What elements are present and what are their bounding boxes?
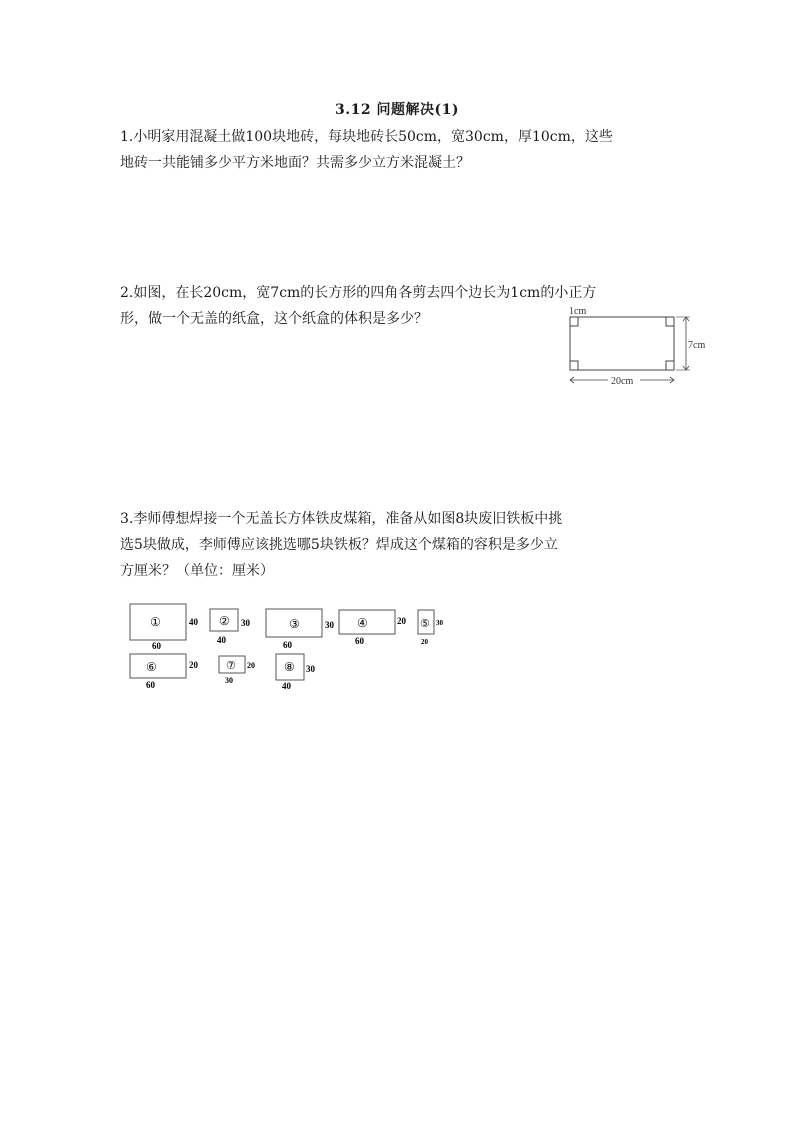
plate-3-height: 30 [325, 620, 334, 630]
plate-6-number: ⑥ [146, 660, 157, 674]
plate-8-number: ⑧ [284, 660, 295, 674]
corner-cut-bottom-right [666, 361, 674, 370]
plate-1-height: 40 [189, 617, 198, 627]
page-title: 3.12 问题解决(1) [335, 102, 459, 118]
plate-3 [266, 609, 335, 650]
iron-plates-figure [125, 600, 455, 695]
plate-2 [210, 609, 251, 645]
question-3 [120, 506, 685, 584]
plate-8 [276, 654, 316, 691]
plate-1 [130, 604, 199, 651]
corner-cut-bottom-left [570, 361, 578, 370]
corner-size-label: 1cm [569, 306, 587, 317]
width-label: 20cm [611, 376, 634, 387]
plate-2-height: 30 [241, 618, 250, 628]
paper-rectangle [570, 317, 674, 370]
plate-3-number: ③ [289, 617, 300, 631]
plate-7 [219, 656, 255, 685]
plate-7-number: ⑦ [226, 660, 236, 672]
question-2-line-1: 2.如图，在长20cm，宽7cm的长方形的四角各剪去四个边长为1cm的小正方 [120, 285, 597, 301]
plate-4-height: 20 [397, 616, 406, 626]
plate-4-number: ④ [357, 616, 368, 630]
plate-5-width: 20 [421, 638, 428, 646]
question-1 [120, 124, 690, 176]
question-2-line-2: 形，做一个无盖的纸盒，这个纸盒的体积是多少？ [120, 311, 428, 327]
plate-1-width: 60 [152, 641, 161, 651]
question-3-line-2: 选5块做成，李师傅应该挑选哪5块铁板？焊成这个煤箱的容积是多少立 [120, 537, 558, 553]
plate-4-width: 60 [355, 636, 364, 646]
plate-7-width: 30 [225, 676, 233, 685]
plate-7-height: 20 [247, 661, 255, 670]
rectangle-cut-corners-figure [560, 302, 720, 390]
question-3-line-1: 3.李师傅想焊接一个无盖长方体铁皮煤箱，准备从如图8块废旧铁板中挑 [120, 511, 563, 527]
plate-5-number: ⑤ [420, 618, 430, 630]
plate-6-height: 20 [189, 660, 198, 670]
plate-2-number: ② [219, 614, 230, 628]
plate-6 [130, 654, 199, 690]
plate-2-width: 40 [217, 635, 226, 645]
plate-8-width: 40 [282, 681, 291, 691]
question-1-line-2: 地砖一共能铺多少平方米地面？共需多少立方米混凝土？ [120, 155, 470, 171]
corner-cut-top-left [570, 317, 578, 326]
plate-5 [418, 610, 444, 646]
corner-cut-top-right [666, 317, 674, 326]
plate-8-height: 30 [306, 664, 315, 674]
plate-4 [339, 610, 407, 646]
plate-5-height: 30 [436, 619, 443, 627]
plate-6-width: 60 [146, 680, 155, 690]
question-1-line-1: 1.小明家用混凝土做100块地砖，每块地砖长50cm，宽30cm，厚10cm，这些 [120, 129, 613, 145]
plate-1-number: ① [150, 615, 161, 629]
question-3-line-3: 方厘米？（单位：厘米） [120, 563, 274, 579]
height-label: 7cm [688, 340, 706, 351]
plate-3-width: 60 [283, 640, 292, 650]
